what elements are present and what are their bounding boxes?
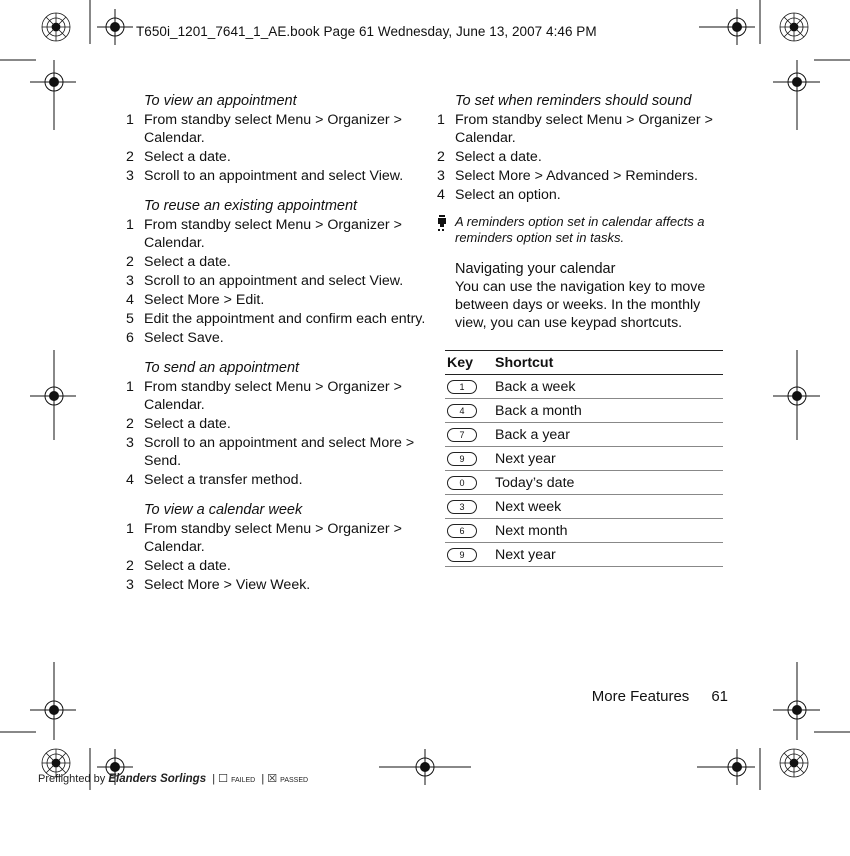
step-text: Select a date. bbox=[144, 416, 231, 432]
registration-mark-icon bbox=[97, 9, 133, 45]
registration-mark-icon bbox=[779, 692, 815, 728]
table-row bbox=[445, 471, 723, 495]
step-item bbox=[126, 557, 426, 575]
left-column bbox=[126, 92, 426, 606]
step-text: Select More > Edit. bbox=[144, 292, 265, 308]
color-wheel-icon bbox=[780, 749, 808, 777]
step-number: 1 bbox=[437, 112, 445, 128]
step-text: Select an option. bbox=[455, 187, 561, 203]
page-footer bbox=[592, 688, 728, 705]
keypad-key-icon: 4 bbox=[447, 404, 477, 418]
step-item bbox=[437, 111, 729, 147]
step-item bbox=[126, 272, 426, 290]
table-header-row bbox=[445, 351, 723, 375]
section-title: To view an appointment bbox=[144, 93, 297, 109]
shortcut-cell: Back a week bbox=[493, 375, 723, 399]
preflight-prefix: Preflighted by bbox=[38, 773, 106, 785]
table-row bbox=[445, 447, 723, 471]
checkbox-icon: ☐ bbox=[218, 773, 229, 785]
note-text: A reminders option set in calendar affects a reminders option set in tasks. bbox=[455, 214, 705, 245]
step-text: Edit the appointment and confirm each entry. bbox=[144, 311, 426, 327]
shortcut-cell: Next week bbox=[493, 495, 723, 519]
section-send-appointment bbox=[126, 359, 426, 489]
registration-mark-icon bbox=[36, 378, 72, 414]
step-text: From standby select Menu > Organizer > Calendar. bbox=[144, 112, 402, 146]
section-reuse-appointment bbox=[126, 197, 426, 347]
step-number: 2 bbox=[126, 416, 134, 432]
registration-mark-icon bbox=[379, 749, 471, 785]
step-item bbox=[126, 291, 426, 309]
step-text: Select a date. bbox=[144, 149, 231, 165]
keypad-key-icon: 0 bbox=[447, 476, 477, 490]
table-row bbox=[445, 375, 723, 399]
step-number: 1 bbox=[126, 217, 134, 233]
keypad-key-icon: 1 bbox=[447, 380, 477, 394]
step-text: Select Save. bbox=[144, 330, 224, 346]
step-item bbox=[126, 471, 426, 489]
table-row bbox=[445, 399, 723, 423]
shortcut-cell: Next year bbox=[493, 447, 723, 471]
step-item bbox=[437, 167, 729, 185]
step-item bbox=[437, 186, 729, 204]
section-title: To reuse an existing appointment bbox=[144, 198, 358, 214]
step-item bbox=[126, 576, 426, 594]
step-number: 2 bbox=[437, 149, 445, 165]
registration-mark-icon bbox=[779, 64, 815, 100]
step-number: 1 bbox=[126, 112, 134, 128]
column-header-key: Key bbox=[445, 351, 493, 375]
registration-mark-icon bbox=[36, 64, 72, 100]
step-item bbox=[126, 415, 426, 433]
shortcut-cell: Back a month bbox=[493, 399, 723, 423]
step-item bbox=[126, 253, 426, 271]
step-item bbox=[126, 310, 426, 328]
step-text: From standby select Menu > Organizer > Calendar. bbox=[144, 521, 402, 555]
step-number: 6 bbox=[126, 330, 134, 346]
step-number: 2 bbox=[126, 558, 134, 574]
color-wheel-icon bbox=[42, 13, 70, 41]
keypad-key-icon: 9 bbox=[447, 548, 477, 562]
step-number: 4 bbox=[126, 292, 134, 308]
registration-mark-icon bbox=[699, 9, 755, 45]
step-text: Scroll to an appointment and select View. bbox=[144, 168, 404, 184]
step-text: Select a date. bbox=[455, 149, 542, 165]
table-row bbox=[445, 543, 723, 567]
note-icon bbox=[437, 214, 455, 246]
section-title: To set when reminders should sound bbox=[455, 93, 692, 109]
step-text: Select a transfer method. bbox=[144, 472, 303, 488]
step-text: From standby select Menu > Organizer > Calendar. bbox=[455, 112, 713, 146]
step-item bbox=[126, 520, 426, 556]
step-number: 3 bbox=[126, 435, 134, 451]
step-item bbox=[126, 148, 426, 166]
step-text: Scroll to an appointment and select More > Send. bbox=[144, 435, 415, 469]
step-item bbox=[126, 111, 426, 147]
keypad-key-icon: 9 bbox=[447, 452, 477, 466]
section-view-week bbox=[126, 501, 426, 594]
step-number: 2 bbox=[126, 149, 134, 165]
table-row bbox=[445, 423, 723, 447]
step-item bbox=[126, 434, 426, 470]
step-number: 1 bbox=[126, 521, 134, 537]
step-text: Select a date. bbox=[144, 254, 231, 270]
step-number: 3 bbox=[126, 577, 134, 593]
registration-mark-icon bbox=[779, 378, 815, 414]
shortcut-cell: Today’s date bbox=[493, 471, 723, 495]
step-number: 4 bbox=[126, 472, 134, 488]
right-column bbox=[437, 92, 729, 567]
step-number: 2 bbox=[126, 254, 134, 270]
keypad-key-icon: 7 bbox=[447, 428, 477, 442]
registration-mark-icon bbox=[36, 692, 72, 728]
step-number: 4 bbox=[437, 187, 445, 203]
shortcut-cell: Next month bbox=[493, 519, 723, 543]
section-view-appointment bbox=[126, 92, 426, 185]
step-item bbox=[126, 167, 426, 185]
book-header: T650i_1201_7641_1_AE.book Page 61 Wednesday, June 13, 2007 4:46 PM bbox=[136, 24, 597, 39]
step-item bbox=[126, 329, 426, 347]
shortcut-table bbox=[445, 350, 723, 567]
step-text: Select More > Advanced > Reminders. bbox=[455, 168, 698, 184]
step-number: 5 bbox=[126, 311, 134, 327]
shortcut-cell: Back a year bbox=[493, 423, 723, 447]
step-number: 3 bbox=[126, 273, 134, 289]
column-header-shortcut: Shortcut bbox=[493, 351, 723, 375]
color-wheel-icon bbox=[780, 13, 808, 41]
navigation-body: You can use the navigation key to move between days or weeks. In the monthly view, you can use keypad shortcuts. bbox=[455, 279, 706, 331]
keypad-key-icon: 3 bbox=[447, 500, 477, 514]
step-text: Select More > View Week. bbox=[144, 577, 311, 593]
preflight-brand: Elanders Sorlings bbox=[108, 773, 207, 785]
registration-mark-icon bbox=[697, 749, 755, 785]
navigation-heading: Navigating your calendar bbox=[455, 261, 616, 277]
page-number: 61 bbox=[711, 688, 728, 705]
shortcut-cell: Next year bbox=[493, 543, 723, 567]
preflight-failed: FAILED bbox=[231, 777, 256, 784]
preflight-passed: PASSED bbox=[280, 777, 309, 784]
step-text: From standby select Menu > Organizer > Calendar. bbox=[144, 217, 402, 251]
section-title: To send an appointment bbox=[144, 360, 300, 376]
footer-section-name: More Features bbox=[591, 688, 690, 705]
step-number: 3 bbox=[437, 168, 445, 184]
keypad-key-icon: 6 bbox=[447, 524, 477, 538]
table-row bbox=[445, 495, 723, 519]
step-item bbox=[126, 378, 426, 414]
note-box bbox=[437, 214, 729, 246]
table-row bbox=[445, 519, 723, 543]
step-number: 3 bbox=[126, 168, 134, 184]
section-reminders bbox=[437, 92, 729, 204]
section-title: To view a calendar week bbox=[144, 502, 303, 518]
step-item bbox=[126, 216, 426, 252]
preflight-stamp: Preflighted by Elanders Sorlings | ☐ FAILED | ☒ PASSED bbox=[38, 773, 309, 785]
step-number: 1 bbox=[126, 379, 134, 395]
step-text: From standby select Menu > Organizer > Calendar. bbox=[144, 379, 402, 413]
step-item bbox=[437, 148, 729, 166]
step-text: Scroll to an appointment and select View. bbox=[144, 273, 404, 289]
checked-box-icon: ☒ bbox=[267, 773, 278, 785]
step-text: Select a date. bbox=[144, 558, 231, 574]
